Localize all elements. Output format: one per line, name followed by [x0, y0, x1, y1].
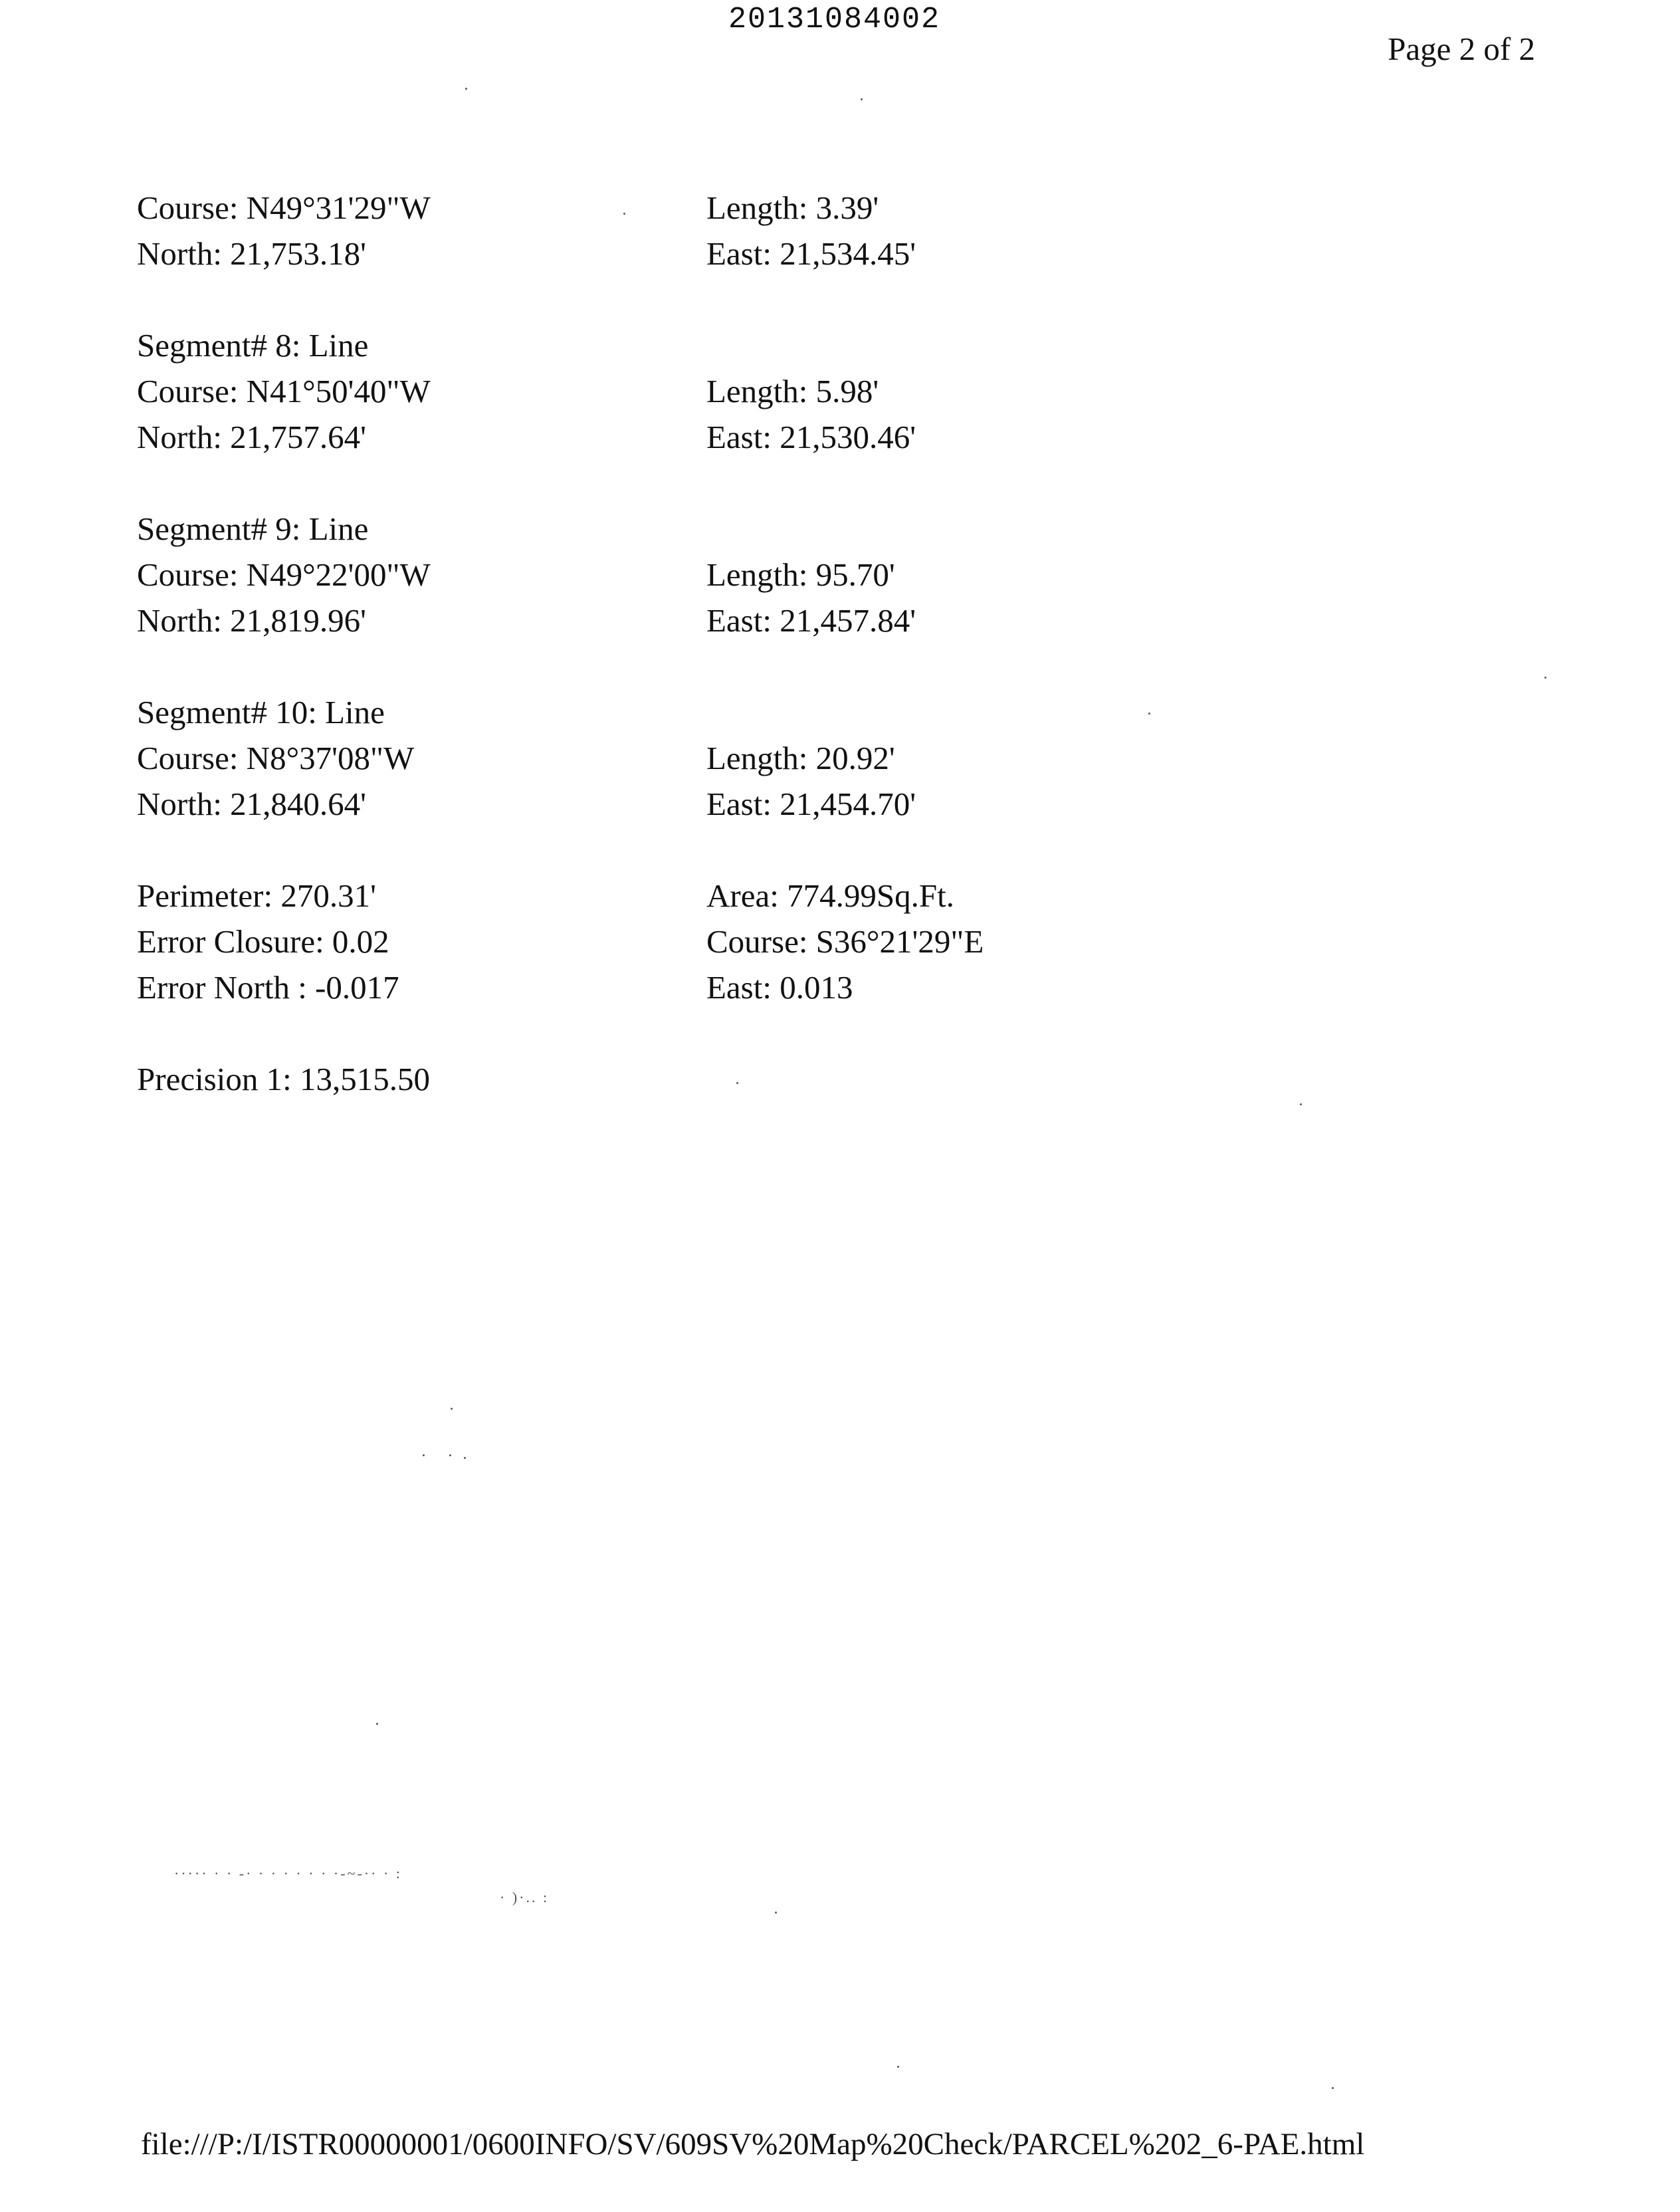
east-line: East: 21,457.84'	[706, 602, 916, 639]
east-line: East: 21,534.45'	[706, 235, 916, 272]
scan-speck	[1300, 1103, 1302, 1105]
scan-speck	[465, 88, 467, 90]
document-number: 20131084002	[728, 3, 941, 37]
spacer	[706, 322, 984, 368]
length-line: Length: 20.92'	[706, 740, 895, 776]
closure-course-line: Course: S36°21'29"E	[706, 923, 984, 960]
course-line: Course: N8°37'08"W	[137, 740, 415, 776]
left-column	[137, 185, 431, 1102]
course-line: Course: N49°22'00"W	[137, 556, 431, 593]
spacer	[706, 689, 984, 735]
course-line: Course: N41°50'40"W	[137, 373, 431, 409]
spacer	[137, 827, 431, 873]
scan-speck	[423, 1454, 425, 1456]
scan-speck	[376, 1723, 378, 1725]
segment-heading: Segment# 9: Line	[137, 510, 369, 547]
right-column	[706, 185, 984, 1010]
length-line: Length: 3.39'	[706, 189, 879, 226]
scan-speck	[464, 1457, 466, 1459]
perimeter-line: Perimeter: 270.31'	[137, 877, 376, 914]
east-line: East: 21,530.46'	[706, 419, 916, 455]
spacer	[137, 1010, 431, 1056]
length-line: Length: 5.98'	[706, 373, 879, 409]
page-indicator: Page 2 of 2	[1388, 31, 1535, 67]
scan-speck	[861, 98, 863, 100]
error-east-line: East: 0.013	[706, 969, 853, 1006]
segment-heading: Segment# 8: Line	[137, 327, 369, 364]
spacer	[706, 643, 984, 689]
north-line: North: 21,840.64'	[137, 786, 367, 822]
scan-speck	[449, 1454, 451, 1456]
segment-heading: Segment# 10: Line	[137, 694, 385, 730]
spacer	[706, 276, 984, 322]
scan-speck	[775, 1912, 777, 1914]
error-north-line: Error North : -0.017	[137, 969, 399, 1006]
spacer	[706, 460, 984, 506]
footer-file-path: file:///P:/I/ISTR00000001/0600INFO/SV/609SV%20Map%20Check/PARCEL%202_6-PAE.html	[141, 2127, 1365, 2161]
north-line: North: 21,819.96'	[137, 602, 367, 639]
scan-smudge: ····· · · -· · · · · · · ·-~-·· · :	[174, 1865, 402, 1882]
scan-speck	[1332, 2087, 1334, 2089]
scan-smudge: · )·.. :	[500, 1889, 550, 1906]
north-line: North: 21,753.18'	[137, 235, 367, 272]
spacer	[137, 643, 431, 689]
spacer	[137, 460, 431, 506]
scan-speck	[897, 2066, 899, 2068]
scan-speck	[623, 213, 625, 215]
precision-line: Precision 1: 13,515.50	[137, 1061, 430, 1097]
spacer	[137, 276, 431, 322]
scan-speck	[736, 1082, 738, 1084]
length-line: Length: 95.70'	[706, 556, 895, 593]
area-line: Area: 774.99Sq.Ft.	[706, 877, 954, 914]
north-line: North: 21,757.64'	[137, 419, 367, 455]
scan-speck	[1148, 713, 1150, 715]
scan-speck	[451, 1408, 453, 1410]
error-closure-line: Error Closure: 0.02	[137, 923, 389, 960]
scan-speck	[1544, 677, 1546, 679]
course-line: Course: N49°31'29"W	[137, 189, 431, 226]
east-line: East: 21,454.70'	[706, 786, 916, 822]
spacer	[706, 506, 984, 552]
spacer	[706, 827, 984, 873]
